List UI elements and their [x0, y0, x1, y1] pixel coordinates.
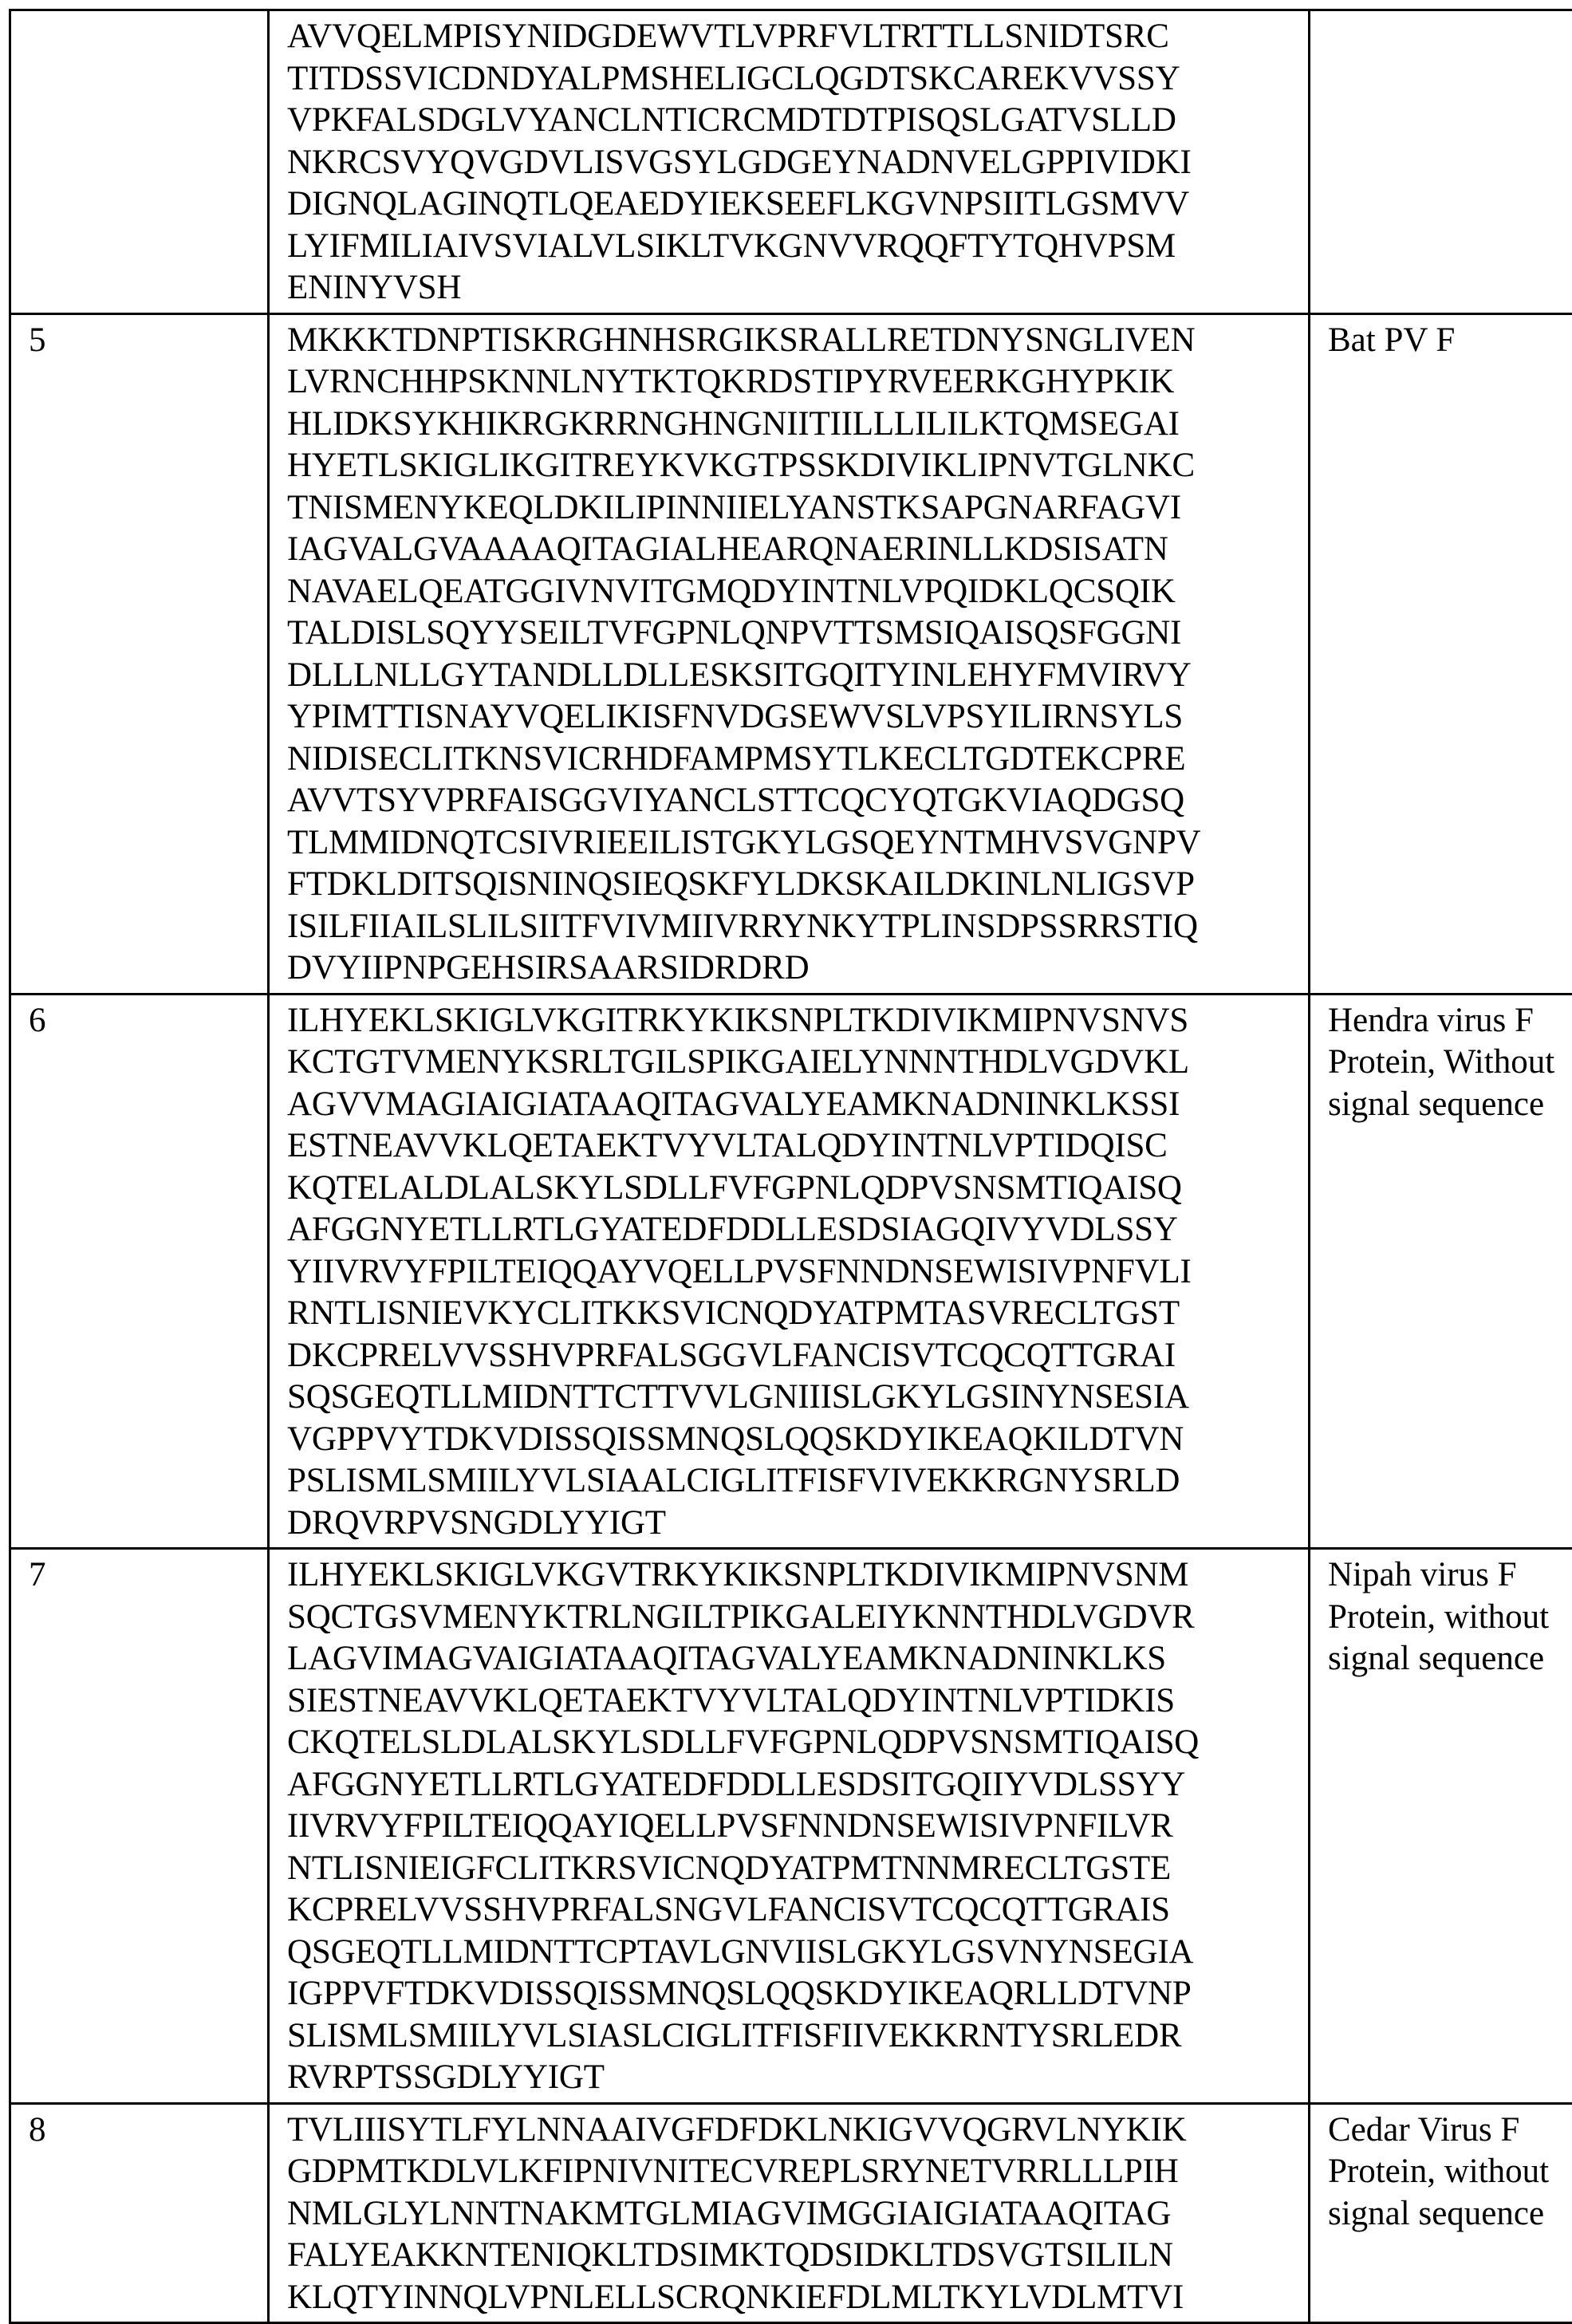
description-cell — [1310, 10, 1572, 314]
sequence-line: IAGVALGVAAAAQITAGIALHEARQNAERINLLKDSISATN — [287, 529, 1303, 571]
sequence-line: NIDISECLITKNSVICRHDFAMPMSYTLKECLTGDTEKCPRE — [287, 739, 1303, 781]
sequence-line: AFGGNYETLLRTLGYATEDFDDLLESDSITGQIIYVDLSSYY — [287, 1764, 1303, 1806]
sequence-line: AGVVMAGIAIGIATAAQITAGVALYEAMKNADNINKLKSSI — [287, 1084, 1303, 1126]
description-line: signal sequence — [1328, 1084, 1572, 1126]
sequence-line: NTLISNIEIGFCLITKRSVICNQDYATPMTNNMRECLTGSTE — [287, 1848, 1303, 1890]
sequence-line: IIVRVYFPILTEIQQAYIQELLPVSFNNDNSEWISIVPNFILVR — [287, 1806, 1303, 1848]
sequence-table-body — [10, 10, 1572, 2323]
description-line: signal sequence — [1328, 1638, 1572, 1680]
sequence-line: LYIFMILIAIVSVIALVLSIKLTVKGNVVRQQFTYTQHVPSM — [287, 226, 1303, 268]
sequence-line: AVVTSYVPRFAISGGVIYANCLSTTCQCYQTGKVIAQDGSQ — [287, 780, 1303, 822]
sequence-line: VPKFALSDGLVYANCLNTICRCMDTDTPISQSLGATVSLLD — [287, 100, 1303, 142]
sequence-line: TVLIIISYTLFYLNNAAIVGFDFDKLNKIGVVQGRVLNYKIK — [287, 2109, 1303, 2152]
description-line: Protein, Without — [1328, 1042, 1572, 1084]
sequence-line: NAVAELQEATGGIVNVITGMQDYINTNLVPQIDKLQCSQIK — [287, 571, 1303, 613]
sequence-line: TNISMENYKEQLDKILIPINNIIELYANSTKSAPGNARFAGVI — [287, 487, 1303, 530]
description-line: Protein, without — [1328, 2151, 1572, 2193]
sequence-line: TALDISLSQYYSEILTVFGPNLQNPVTTSMSIQAISQSFGGNI — [287, 613, 1303, 655]
sequence-line: SQCTGSVMENYKTRLNGILTPIKGALEIYKNNTHDLVGDVR — [287, 1597, 1303, 1639]
sequence-line: DVYIIPNPGEHSIRSAARSIDRDRD — [287, 947, 1303, 990]
description-cell — [1310, 1549, 1572, 2104]
seq-id-cell — [10, 2103, 269, 2323]
sequence-line: TLMMIDNQTCSIVRIEEILISTGKYLGSQEYNTMHVSVGNPV — [287, 822, 1303, 865]
sequence-cell — [269, 1549, 1310, 2104]
sequence-line: ESTNEAVVKLQETAEKTVYVLTALQDYINTNLVPTIDQISC — [287, 1125, 1303, 1168]
description-line: signal sequence — [1328, 2193, 1572, 2235]
sequence-line: SIESTNEAVVKLQETAEKTVYVLTALQDYINTNLVPTIDKIS — [287, 1680, 1303, 1723]
sequence-cell — [269, 10, 1310, 314]
sequence-line: DIGNQLAGINQTLQEAEDYIEKSEEFLKGVNPSIITLGSMVV — [287, 183, 1303, 226]
sequence-line: CKQTELSLDLALSKYLSDLLFVFGPNLQDPVSNSMTIQAISQ — [287, 1722, 1303, 1764]
seq-id-cell — [10, 994, 269, 1549]
seq-id-cell — [10, 10, 269, 314]
sequence-line: RVRPTSSGDLYYIGT — [287, 2057, 1303, 2099]
sequence-line: IGPPVFTDKVDISSQISSMNQSLQQSKDYIKEAQRLLDTVNP — [287, 1973, 1303, 2015]
description-line: Bat PV F — [1328, 320, 1572, 362]
table-row — [10, 994, 1572, 1549]
table-row — [10, 1549, 1572, 2104]
sequence-line: NKRCSVYQVGDVLISVGSYLGDGEYNADNVELGPPIVIDKI — [287, 142, 1303, 184]
sequence-line: DRQVRPVSNGDLYYIGT — [287, 1503, 1303, 1545]
sequence-line: ILHYEKLSKIGLVKGVTRKYKIKSNPLTKDIVIKMIPNVSNM — [287, 1554, 1303, 1597]
sequence-line: HLIDKSYKHIKRGKRRNGHNGNIITIILLLILILKTQMSEGAI — [287, 404, 1303, 446]
sequence-line: FALYEAKKNTENIQKLTDSIMKTQDSIDKLTDSVGTSILILN — [287, 2235, 1303, 2277]
seq-id: 8 — [29, 2111, 46, 2149]
description-line: Nipah virus F — [1328, 1554, 1572, 1597]
sequence-line: KLQTYINNQLVPNLELLSCRQNKIEFDLMLTKYLVDLMTVI — [287, 2277, 1303, 2319]
sequence-line: DLLLNLLGYTANDLLDLLESKSITGQITYINLEHYFMVIRVY — [287, 655, 1303, 697]
sequence-line: KCPRELVVSSHVPRFALSNGVLFANCISVTCQCQTTGRAIS — [287, 1889, 1303, 1932]
sequence-line: MKKKTDNPTISKRGHNHSRGIKSRALLRETDNYSNGLIVEN — [287, 320, 1303, 362]
sequence-cell — [269, 313, 1310, 994]
description-line: Hendra virus F — [1328, 1000, 1572, 1042]
sequence-line: KQTELALDLALSKYLSDLLFVFGPNLQDPVSNSMTIQAISQ — [287, 1168, 1303, 1210]
seq-id: 7 — [29, 1556, 46, 1593]
sequence-line: LAGVIMAGVAIGIATAAQITAGVALYEAMKNADNINKLKS — [287, 1638, 1303, 1680]
sequence-line: ILHYEKLSKIGLVKGITRKYKIKSNPLTKDIVIKMIPNVSNVS — [287, 1000, 1303, 1042]
sequence-line: QSGEQTLLMIDNTTCPTAVLGNVIISLGKYLGSVNYNSEGIA — [287, 1932, 1303, 1974]
sequence-line: SLISMLSMIILYVLSIASLCIGLITFISFIIVEKKRNTYSRLEDR — [287, 2015, 1303, 2058]
seq-id-cell — [10, 313, 269, 994]
sequence-cell — [269, 994, 1310, 1549]
sequence-line: NMLGLYLNNTNAKMTGLMIAGVIMGGIAIGIATAAQITAG — [287, 2193, 1303, 2235]
sequence-line: DKCPRELVVSSHVPRFALSGGVLFANCISVTCQCQTTGRAI — [287, 1335, 1303, 1377]
sequence-line: VGPPVYTDKVDISSQISSMNQSLQQSKDYIKEAQKILDTVN — [287, 1419, 1303, 1461]
sequence-line: RNTLISNIEVKYCLITKKSVICNQDYATPMTASVRECLTGST — [287, 1293, 1303, 1335]
sequence-line: PSLISMLSMIILYVLSIAALCIGLITFISFVIVEKKRGNYSRLD — [287, 1460, 1303, 1503]
description-cell — [1310, 313, 1572, 994]
sequence-line: KCTGTVMENYKSRLTGILSPIKGAIELYNNNTHDLVGDVKL — [287, 1042, 1303, 1084]
table-row — [10, 2103, 1572, 2323]
sequence-line: TITDSSVICDNDYALPMSHELIGCLQGDTSKCAREKVVSSY — [287, 58, 1303, 100]
sequence-line: YPIMTTISNAYVQELIKISFNVDGSEWVSLVPSYILIRNSYLS — [287, 696, 1303, 739]
sequence-line: AFGGNYETLLRTLGYATEDFDDLLESDSIAGQIVYVDLSSY — [287, 1209, 1303, 1251]
description-line: Protein, without — [1328, 1597, 1572, 1639]
description-cell — [1310, 994, 1572, 1549]
sequence-line: ISILFIIAILSLILSIITFVIVMIIVRRYNKYTPLINSDPSSRRSTIQ — [287, 906, 1303, 948]
sequence-line: AVVQELMPISYNIDGDEWVTLVPRFVLTRTTLLSNIDTSRC — [287, 16, 1303, 58]
sequence-line: SQSGEQTLLMIDNTTCTTVVLGNIIISLGKYLGSINYNSESIA — [287, 1377, 1303, 1419]
sequence-line: FTDKLDITSQISNINQSIEQSKFYLDKSKAILDKINLNLIGSVP — [287, 864, 1303, 906]
sequence-line: LVRNCHHPSKNNLNYTKTQKRDSTIPYRVEERKGHYPKIK — [287, 361, 1303, 404]
sequence-line: YIIVRVYFPILTEIQQAYVQELLPVSFNNDNSEWISIVPNFVLI — [287, 1251, 1303, 1294]
sequence-line: GDPMTKDLVLKFIPNIVNITECVREPLSRYNETVRRLLLPIH — [287, 2151, 1303, 2193]
seq-id-cell — [10, 1549, 269, 2104]
seq-id: 5 — [29, 321, 46, 359]
sequence-line: ENINYVSH — [287, 267, 1303, 309]
description-cell — [1310, 2103, 1572, 2323]
sequence-table — [9, 9, 1572, 2324]
sequence-cell — [269, 2103, 1310, 2323]
sequence-line: HYETLSKIGLIKGITREYKVKGTPSSKDIVIKLIPNVTGLNKC — [287, 445, 1303, 487]
seq-id: 6 — [29, 1002, 46, 1039]
table-row — [10, 313, 1572, 994]
description-line: Cedar Virus F — [1328, 2109, 1572, 2152]
table-row — [10, 10, 1572, 314]
